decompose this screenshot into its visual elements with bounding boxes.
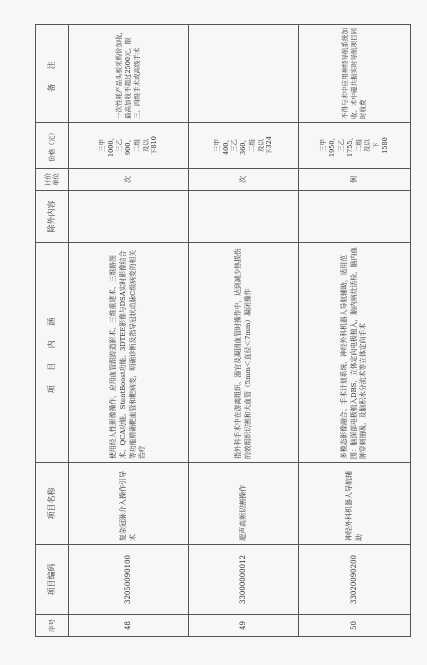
pricing-table [35, 24, 411, 637]
row-unit: 次 [189, 169, 299, 191]
row-name: 神经外科机器人导航辅助 [299, 463, 411, 545]
row-price: 三甲 1950、 三乙 1755、 二级 及以 下 1580 [299, 123, 411, 169]
table-row [299, 25, 411, 637]
row-content: 多模态影像融合、手术计划系统、神经外科机器人导航辅助，适用范围：脑深部电极植入DBS，立体定向电极植入，脑内病灶活检，脑内血肿穿刺抽吸，及脑积水分流术等立体定向手术 [299, 243, 411, 463]
row-seq: 48 [69, 615, 189, 637]
row-price: 三甲 400、 三乙 360、 二级 及以 下324 [189, 123, 299, 169]
row-content: 使用经人性影像操作，应用血管跟踪造影术、三维重建术、三维路图术、QCA功能、StentBoost功能、3DTEE影像与DSA实时影像结合等功能精确靶血管和靶病变，明确诊断及指导冠状动脉C级病变的相关治疗 [69, 243, 189, 463]
row-name: 超声高频切割操作 [189, 463, 299, 545]
header-code: 项目编码 [36, 545, 69, 615]
row-excluded [69, 191, 189, 243]
row-unit: 例 [299, 169, 411, 191]
header-content: 项 目 内 涵 [36, 243, 69, 463]
row-seq: 50 [299, 615, 411, 637]
row-price: 三甲 1000、 三乙 900、 二级 及以 下810 [69, 123, 189, 169]
row-name: 复杂冠脉介入操作引导术 [69, 463, 189, 545]
row-content: 指外科手术中在游离组织、器官及凝固血管时操作中，达到减少热损伤的效组织切割和大血管（5mm＜直径＜7mm）凝闭操作 [189, 243, 299, 463]
table-header-row [36, 25, 69, 637]
header-excluded: 除外内容 [36, 191, 69, 243]
header-seq: 序号 [36, 615, 69, 637]
rotated-table-container [35, 25, 407, 637]
row-note [189, 25, 299, 123]
table-row [69, 25, 189, 637]
header-unit: 计价单位 [36, 169, 69, 191]
row-code: 32050090100 [69, 545, 189, 615]
header-price: 价格（元） [36, 123, 69, 169]
table-row [189, 25, 299, 637]
row-excluded [189, 191, 299, 243]
row-code: 33000000012 [189, 545, 299, 615]
header-note: 备 注 [36, 25, 69, 123]
row-unit: 次 [69, 169, 189, 191]
row-note: 一次性耗产品头板采购价加收，最高加收不超过2500元。限三、四级手术或高级手术 [69, 25, 189, 123]
row-seq: 49 [189, 615, 299, 637]
row-excluded [299, 191, 411, 243]
header-name: 项目名称 [36, 463, 69, 545]
row-code: 33020090200 [299, 545, 411, 615]
row-note: 不得与术中应用神经导航系统加收、术中磁共振实时导航项目同时收费 [299, 25, 411, 123]
